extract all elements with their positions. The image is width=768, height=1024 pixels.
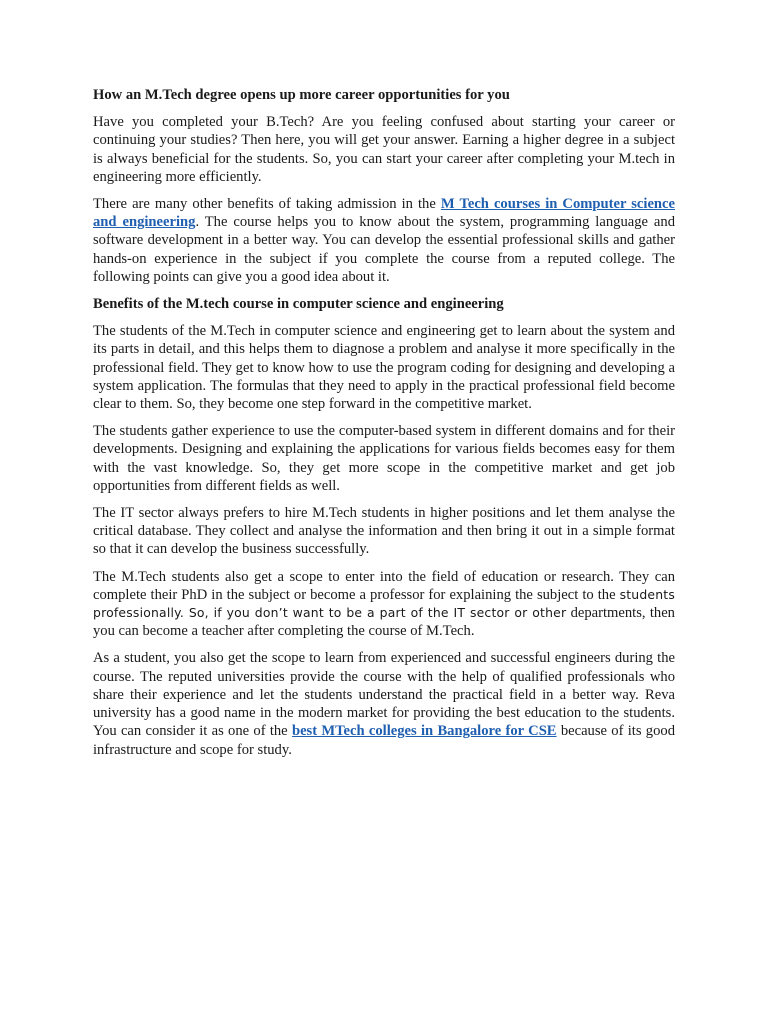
- paragraph-text: The M.Tech students also get a scope to enter into the field of education or research. They can complete their PhD in the subject or become a professor for explaining the subject to the: [93, 568, 675, 603]
- paragraph-experience: [93, 422, 675, 495]
- mtech-courses-link[interactable]: M Tech courses in Computer science and engineering: [93, 196, 675, 231]
- paragraph-student-scope: [93, 649, 675, 758]
- paragraph-text: The students of the M.Tech in computer science and engineering get to learn about the system and its parts in detail, and this helps them to diagnose a problem and analyse it more specifically in the professional field. They get to know how to use the program coding for designing and developing a system application. The formulas that they need to apply in the practical professional field become clear to them. So, they become one step forward in the competitive market.: [93, 323, 675, 413]
- paragraph-education: [93, 568, 675, 641]
- paragraph-text: There are many other benefits of taking admission in the: [93, 196, 441, 213]
- section-subheading: Benefits of the M.tech course in computer science and engineering: [93, 296, 504, 313]
- best-mtech-colleges-link[interactable]: best MTech colleges in Bangalore for CSE: [291, 723, 557, 740]
- paragraph-text: The IT sector always prefers to hire M.Tech students in higher positions and let them analyse the critical database. They collect and analyse the information and then bring it out in a simple format so that it can develop the business successfully.: [93, 505, 675, 558]
- paragraph-text: The students gather experience to use the computer-based system in different domains and for their developments. Designing and explaining the applications for various fields becomes easy for them with the vast knowledge. So, they get more scope in the competitive market and get job opportunities from different fields as well.: [93, 423, 675, 494]
- paragraph-it-sector: [93, 504, 675, 559]
- paragraph-intro-text: Have you completed your B.Tech? Are you feeling confused about starting your career or continuing your studies? Then here, you will get your answer. Earning a higher degree in a subject is always beneficial for the students. So, you can start your career after completing your M.tech in engineering more efficiently.: [93, 114, 675, 185]
- paragraph-text-alt-font: students professionally. So, if you don’t want to be a part of the IT sector or other: [93, 586, 675, 621]
- paragraph-benefits-intro: [93, 195, 675, 286]
- paragraph-text: departments, then you can become a teacher after completing the course of M.Tech.: [93, 605, 675, 640]
- document-title: How an M.Tech degree opens up more career opportunities for you: [93, 87, 510, 103]
- paragraph-diagnose: [93, 322, 675, 413]
- paragraph-text: . The course helps you to know about the system, programming language and software development in a better way. You can develop the essential professional skills and gather hands-on experience in the subject if you complete the course from a reputed college. The following points can give you a good idea about it.: [93, 214, 675, 285]
- paragraph-text: As a student, you also get the scope to learn from experienced and successful engineers during the course. The reputed universities provide the course with the help of qualified professionals who share their experience and let the students understand the practical field in a better way. Reva university has a good name in the modern market for providing the best education to the students. You can consider it as one of the: [93, 650, 675, 740]
- paragraph-text: because of its good infrastructure and scope for study.: [93, 723, 675, 758]
- document-page: [93, 86, 675, 759]
- paragraph-intro: [93, 113, 675, 186]
